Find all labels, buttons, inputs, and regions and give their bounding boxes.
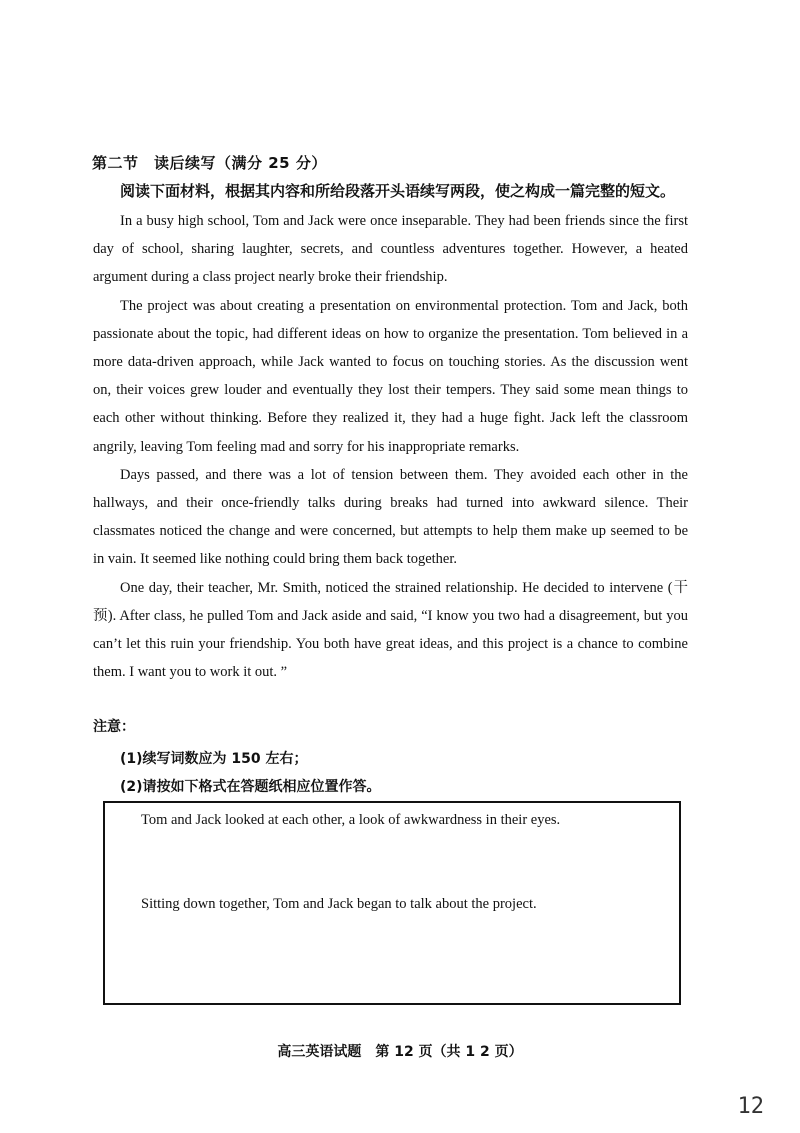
paragraph-opening-1: Tom and Jack looked at each other, a look of awkwardness in their eyes.: [141, 812, 561, 828]
page-number: 12: [737, 1094, 764, 1119]
reading-passage: [93, 207, 688, 686]
passage-paragraph: In a busy high school, Tom and Jack were once inseparable. They had been friends since the first day of school, sharing laughter, secrets, and countless adventures together. However, a heated argument during a class project nearly broke their friendship.: [93, 213, 688, 286]
passage-paragraph: One day, their teacher, Mr. Smith, noticed the strained relationship. He decided to intervene (干预). After class, he pulled Tom and Jack aside and said, “I know you two had a disagreement, but you can’t let this ruin your friendship. You both have great ideas, and this project is a chance to combine them. I want you to work it out. ”: [93, 579, 688, 681]
passage-paragraph: The project was about creating a presentation on environmental protection. Tom and Jack, both passionate about the topic, had different ideas on how to organize the presentation. Tom believed in a more data-driven approach, while Jack wanted to focus on touching stories. As the discussion went on, their voices grew louder and eventually they lost their tempers. They said some mean things to each other without thinking. Before they realized it, they had a huge fight. Jack left the classroom angrily, leaving Tom feeling mad and sorry for his inappropriate remarks.: [93, 297, 688, 455]
notes-label: 注意：: [93, 719, 135, 735]
passage-paragraph: Days passed, and there was a lot of tension between them. They avoided each other in the hallways, and their once-friendly talks during breaks had turned into awkward silence. Their classmates noticed the change and were concerned, but attempts to help them make up seemed to be in vain. It seemed like nothing could bring them back together.: [93, 466, 688, 568]
note-item: (2)请按如下格式在答题纸相应位置作答。: [120, 779, 381, 795]
note-item: (1)续写词数应为 150 左右；: [120, 751, 308, 767]
task-instruction: 阅读下面材料，根据其内容和所给段落开头语续写两段，使之构成一篇完整的短文。: [120, 182, 676, 200]
answer-format-box: [103, 801, 681, 1005]
section-title: 第二节 读后续写（满分 25 分）: [92, 154, 327, 172]
paragraph-opening-2: Sitting down together, Tom and Jack began to talk about the project.: [141, 896, 537, 912]
page-footer: 高三英语试题 第 12 页（共 1 2 页）: [277, 1044, 523, 1060]
